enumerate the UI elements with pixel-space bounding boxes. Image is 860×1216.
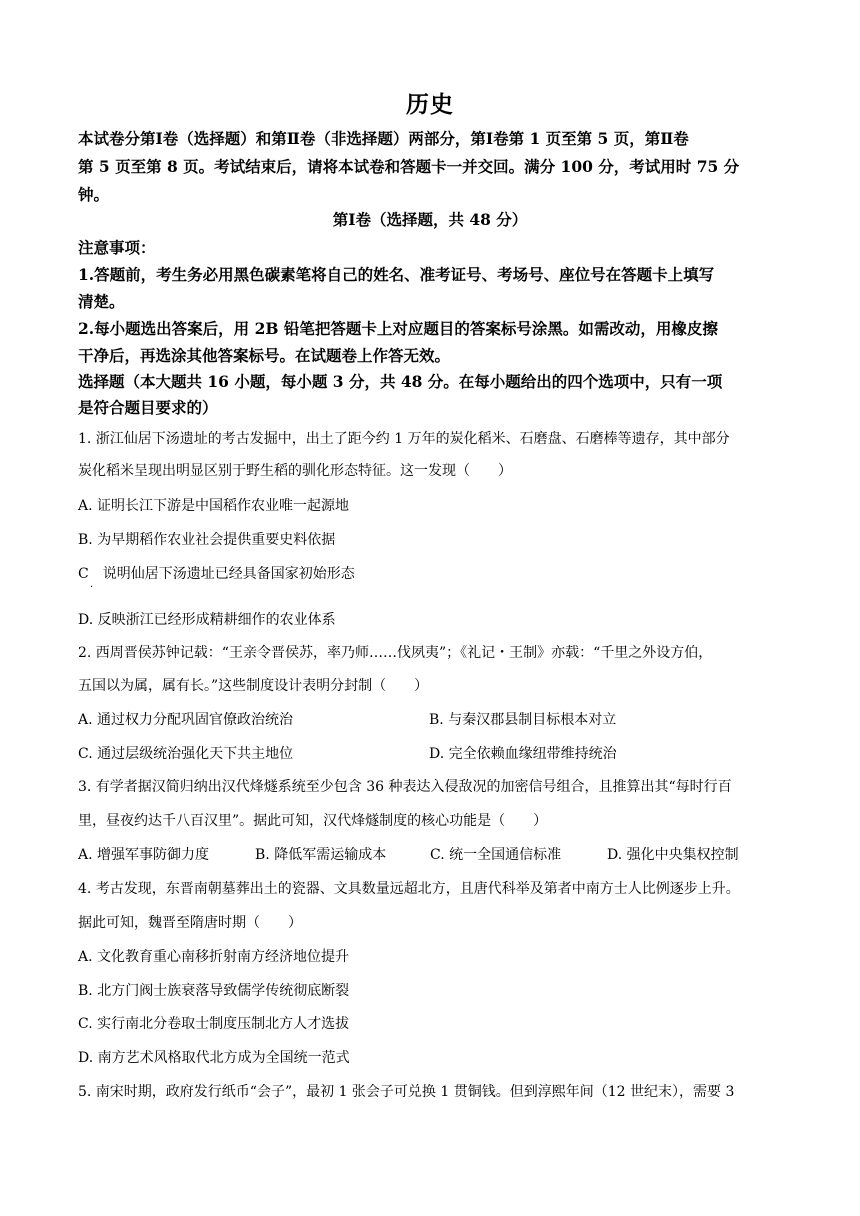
q2-option-b: B. 与秦汉郡县制目标根本对立: [429, 712, 617, 728]
q1-option-c: C 说明仙居下汤遗址已经具备国家初始形态: [78, 566, 355, 582]
q1-option-b: B. 为早期稻作农业社会提供重要史料依据: [78, 532, 336, 548]
q2-option-c: C. 通过层级统治强化天下共主地位: [78, 746, 294, 762]
intro-line-2: 第 5 页至第 8 页。考试结束后，请将本试卷和答题卡一并交回。满分 100 分，考试用时 75 分: [78, 157, 740, 176]
notice-line-2: 清楚。: [78, 292, 125, 311]
q3-stem-line-2: 里，昼夜约达千八百汉里”。据此可知，汉代烽燧制度的核心功能是（ ）: [78, 813, 548, 829]
q4-option-a: A. 文化教育重心南移折射南方经济地位提升: [78, 949, 350, 965]
section-title: 第Ⅰ卷（选择题，共 48 分）: [332, 210, 528, 229]
q4-stem-line-2: 据此可知，魏晋至隋唐时期（ ）: [78, 915, 302, 931]
intro-line-3: 钟。: [78, 185, 110, 204]
q1-stem-line-2: 炭化稻米呈现出明显区别于野生稻的驯化形态特征。这一发现（ ）: [78, 463, 512, 479]
q3-stem-line-1: 3. 有学者据汉简归纳出汉代烽燧系统至少包含 36 种表达入侵敌况的加密信号组合，且推算出其“每时行百: [78, 779, 732, 795]
q5-stem-line-1: 5. 南宋时期，政府发行纸币“会子”，最初 1 张会子可兑换 1 贯铜钱。但到淳熙年间（12 世纪末），需要 3: [78, 1084, 735, 1100]
q2-stem-line-1: 2. 西周晋侯苏钟记载：“王亲令晋侯苏，率乃师……伐夙夷”；《礼记・王制》亦载：“千里之外设方伯，: [78, 645, 713, 661]
intro-line-1: 本试卷分第Ⅰ卷（选择题）和第Ⅱ卷（非选择题）两部分，第Ⅰ卷第 1 页至第 5 页，第Ⅱ卷: [78, 129, 689, 148]
q3-option-b: B. 降低军需运输成本: [255, 847, 387, 863]
page-title: 历史: [406, 91, 454, 118]
q4-option-b: B. 北方门阀士族衰落导致儒学传统彻底断裂: [78, 983, 350, 999]
notice-heading: 注意事项：: [78, 238, 156, 257]
q3-option-c: C. 统一全国通信标准: [430, 847, 562, 863]
q1-option-a: A. 证明长江下游是中国稻作农业唯一起源地: [78, 498, 350, 514]
q2-option-d: D. 完全依赖血缘纽带维持统治: [429, 746, 617, 762]
q4-option-d: D. 南方艺术风格取代北方成为全国统一范式: [78, 1050, 350, 1066]
notice-line-4: 干净后，再选涂其他答案标号。在试题卷上作答无效。: [78, 346, 451, 365]
stray-dot-mark: ·: [90, 582, 94, 593]
q4-stem-line-1: 4. 考古发现，东晋南朝墓葬出土的瓷器、文具数量远超北方，且唐代科举及第者中南方士人比例逐步上升。: [78, 881, 740, 897]
q1-option-d: D. 反映浙江已经形成精耕细作的农业体系: [78, 612, 336, 628]
notice-line-3: 2.每小题选出答案后，用 2B 铅笔把答题卡上对应题目的答案标号涂黑。如需改动，用橡皮擦: [78, 319, 718, 338]
q1-stem-line-1: 1. 浙江仙居下汤遗址的考古发掘中，出土了距今约 1 万年的炭化稻米、石磨盘、石磨棒等遗存，其中部分: [78, 431, 730, 447]
instruction-line-2: 是符合题目要求的）: [78, 398, 218, 417]
q4-option-c: C. 实行南北分卷取士制度压制北方人才选拔: [78, 1016, 350, 1032]
q3-option-a: A. 增强军事防御力度: [78, 847, 210, 863]
q3-option-d: D. 强化中央集权控制: [607, 847, 739, 863]
q2-option-a: A. 通过权力分配巩固官僚政治统治: [78, 712, 294, 728]
q2-stem-line-2: 五国以为属，属有长。”这些制度设计表明分封制（ ）: [78, 678, 429, 694]
instruction-line-1: 选择题（本大题共 16 小题，每小题 3 分，共 48 分。在每小题给出的四个选项中，只有一项: [78, 372, 723, 391]
notice-line-1: 1.答题前，考生务必用黑色碳素笔将自己的姓名、准考证号、考场号、座位号在答题卡上填写: [78, 265, 715, 284]
